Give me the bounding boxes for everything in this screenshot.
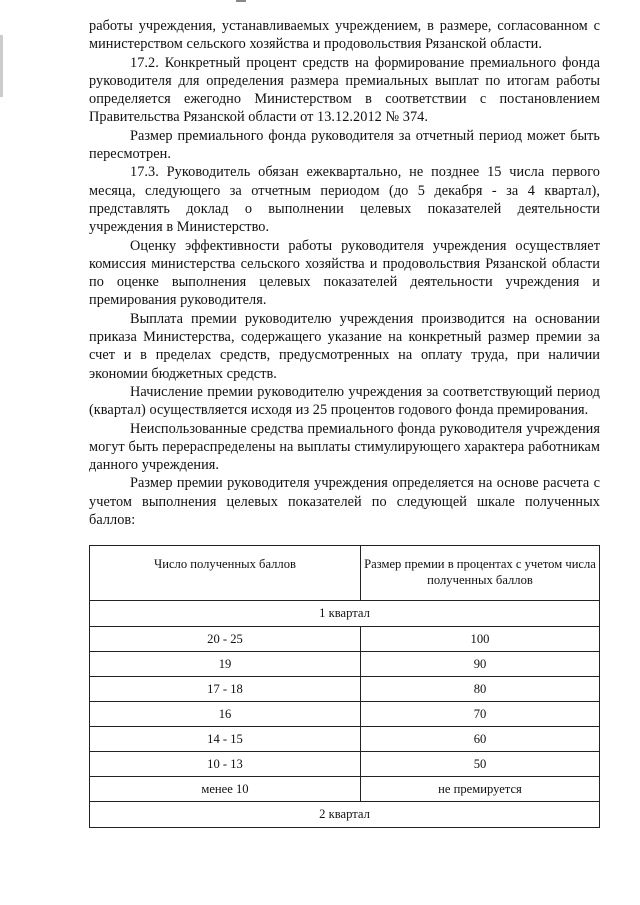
cell-points: 10 - 13 [90, 752, 361, 777]
paragraph-17-3: 17.3. Руководитель обязан ежеквартально, не позднее 15 числа первого месяца, следующего за отчетным периодом (до 5 декабря - за 4 квартал), представлять доклад о выполнении целевых показателей деятельности учреждения в Министерство. [89, 164, 600, 236]
paragraph-evaluation: Оценку эффективности работы руководителя учреждения осуществляет комиссия министерства сельского хозяйства и продовольствия Рязанской области по оценке выполнения целевых показателей деятельности учреждения и премирования руководителя. [89, 237, 600, 309]
table-row [90, 627, 600, 652]
cell-points: 19 [90, 652, 361, 677]
paragraph-accrual: Начисление премии руководителю учреждения за соответствующий период (квартал) осуществляется исходя из 25 процентов годового фонда премирования. [89, 383, 600, 419]
header-percent: Размер премии в процентах с учетом числа полученных баллов [361, 546, 600, 601]
cell-points: 16 [90, 702, 361, 727]
quarter-2-label: 2 квартал [90, 802, 600, 828]
table-row [90, 727, 600, 752]
paragraph-17-2: 17.2. Конкретный процент средств на формирование премиального фонда руководителя для определения размера премиальных выплат по итогам работы определяется ежегодно Министерством в соответствии с постановлением Правительства Рязанской области от 13.12.2012 № 374. [89, 54, 600, 126]
header-points: Число полученных баллов [90, 546, 361, 601]
paragraph-scale-intro: Размер премии руководителя учреждения определяется на основе расчета с учетом выполнения целевых показателей по следующей шкале полученных баллов: [89, 475, 600, 529]
scan-mark [236, 0, 246, 2]
cell-percent: 90 [361, 652, 600, 677]
paragraph-unused-funds: Неиспользованные средства премиального фонда руководителя учреждения могут быть перераспределены на выплаты стимулирующего характера работникам данного учреждения. [89, 420, 600, 474]
cell-percent: 80 [361, 677, 600, 702]
cell-points: 17 - 18 [90, 677, 361, 702]
scan-edge [0, 35, 3, 97]
paragraph-payment: Выплата премии руководителю учреждения производится на основании приказа Министерства, содержащего указание на конкретный размер премии за счет и в пределах средств, предусмотренных на оплату труда, при наличии экономии бюджетных средств. [89, 310, 600, 382]
cell-percent: 60 [361, 727, 600, 752]
paragraph-fund-revision: Размер премиального фонда руководителя за отчетный период может быть пересмотрен. [89, 127, 600, 163]
table-row [90, 677, 600, 702]
table-header-row [90, 546, 600, 601]
cell-points: 14 - 15 [90, 727, 361, 752]
quarter-row [90, 601, 600, 627]
cell-percent: 70 [361, 702, 600, 727]
cell-points: менее 10 [90, 777, 361, 802]
cell-percent: 50 [361, 752, 600, 777]
quarter-1-label: 1 квартал [90, 601, 600, 627]
table-row [90, 702, 600, 727]
points-scale-table [89, 545, 600, 828]
cell-points: 20 - 25 [90, 627, 361, 652]
cell-percent: не премируется [361, 777, 600, 802]
quarter-row [90, 802, 600, 828]
paragraph-continuation: работы учреждения, устанавливаемых учреждением, в размере, согласованном с министерством сельского хозяйства и продовольствия Рязанской области. [89, 18, 600, 53]
table-row [90, 777, 600, 802]
table-row [90, 752, 600, 777]
cell-percent: 100 [361, 627, 600, 652]
table-row [90, 652, 600, 677]
